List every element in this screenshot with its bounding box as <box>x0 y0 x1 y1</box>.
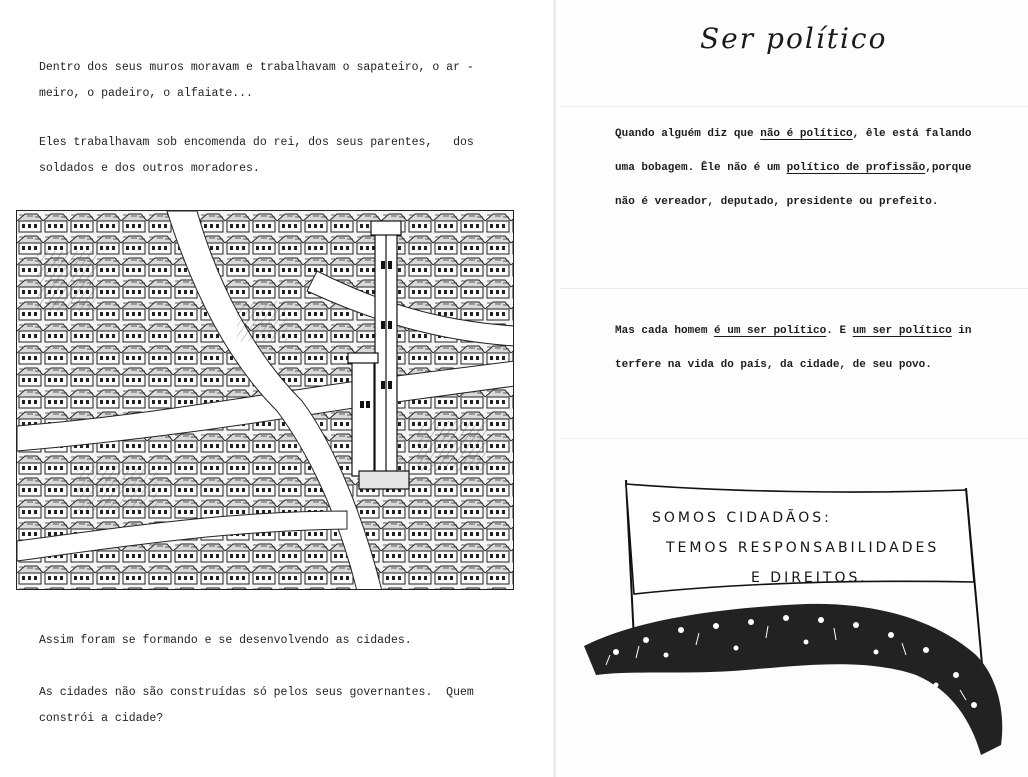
protest-banner-illustration <box>576 470 1006 770</box>
paragraph-political-being <box>615 314 1015 382</box>
text-line: uma bobagem. Êle não é um político de profissão,porque <box>615 162 972 174</box>
underlined-phrase: não é político <box>760 128 853 140</box>
paragraph-cities-formed: Assim foram se formando e se desenvolvendo as cidades. <box>39 634 412 647</box>
banner-line-1: SOMOS CIDADÃOS: <box>652 510 832 526</box>
paragraph-not-political <box>615 117 1015 219</box>
underlined-phrase: é um ser político <box>714 325 827 337</box>
text-line: terfere na vida do país, da cidade, de seu povo. <box>615 359 932 371</box>
underlined-phrase: um ser político <box>852 325 952 337</box>
medieval-city-illustration <box>16 210 514 590</box>
paragraph-who-builds: As cidades não são construídas só pelos seus governantes. Quem constrói a cidade? <box>39 686 474 725</box>
paragraph-commissions: Eles trabalhavam sob encomenda do rei, dos seus parentes, dos soldados e dos outros moradores. <box>39 136 474 175</box>
text-line: não é vereador, deputado, presidente ou prefeito. <box>615 196 939 208</box>
paragraph-artisans: Dentro dos seus muros moravam e trabalhavam o sapateiro, o ar - meiro, o padeiro, o alfaiate... <box>39 61 474 100</box>
divider <box>560 106 1028 107</box>
divider <box>560 288 1028 289</box>
banner-line-2: TEMOS RESPONSABILIDADES <box>666 540 940 556</box>
banner-line-3: E DIREITOS. <box>751 570 868 586</box>
underlined-phrase: político de profissão <box>786 162 926 174</box>
text-line: Mas cada homem é um ser político. E um ser político in <box>615 325 972 337</box>
text-line: Quando alguém diz que não é político, êle está falando <box>615 128 972 140</box>
divider <box>560 438 1028 439</box>
page-title: Ser político <box>700 22 888 55</box>
